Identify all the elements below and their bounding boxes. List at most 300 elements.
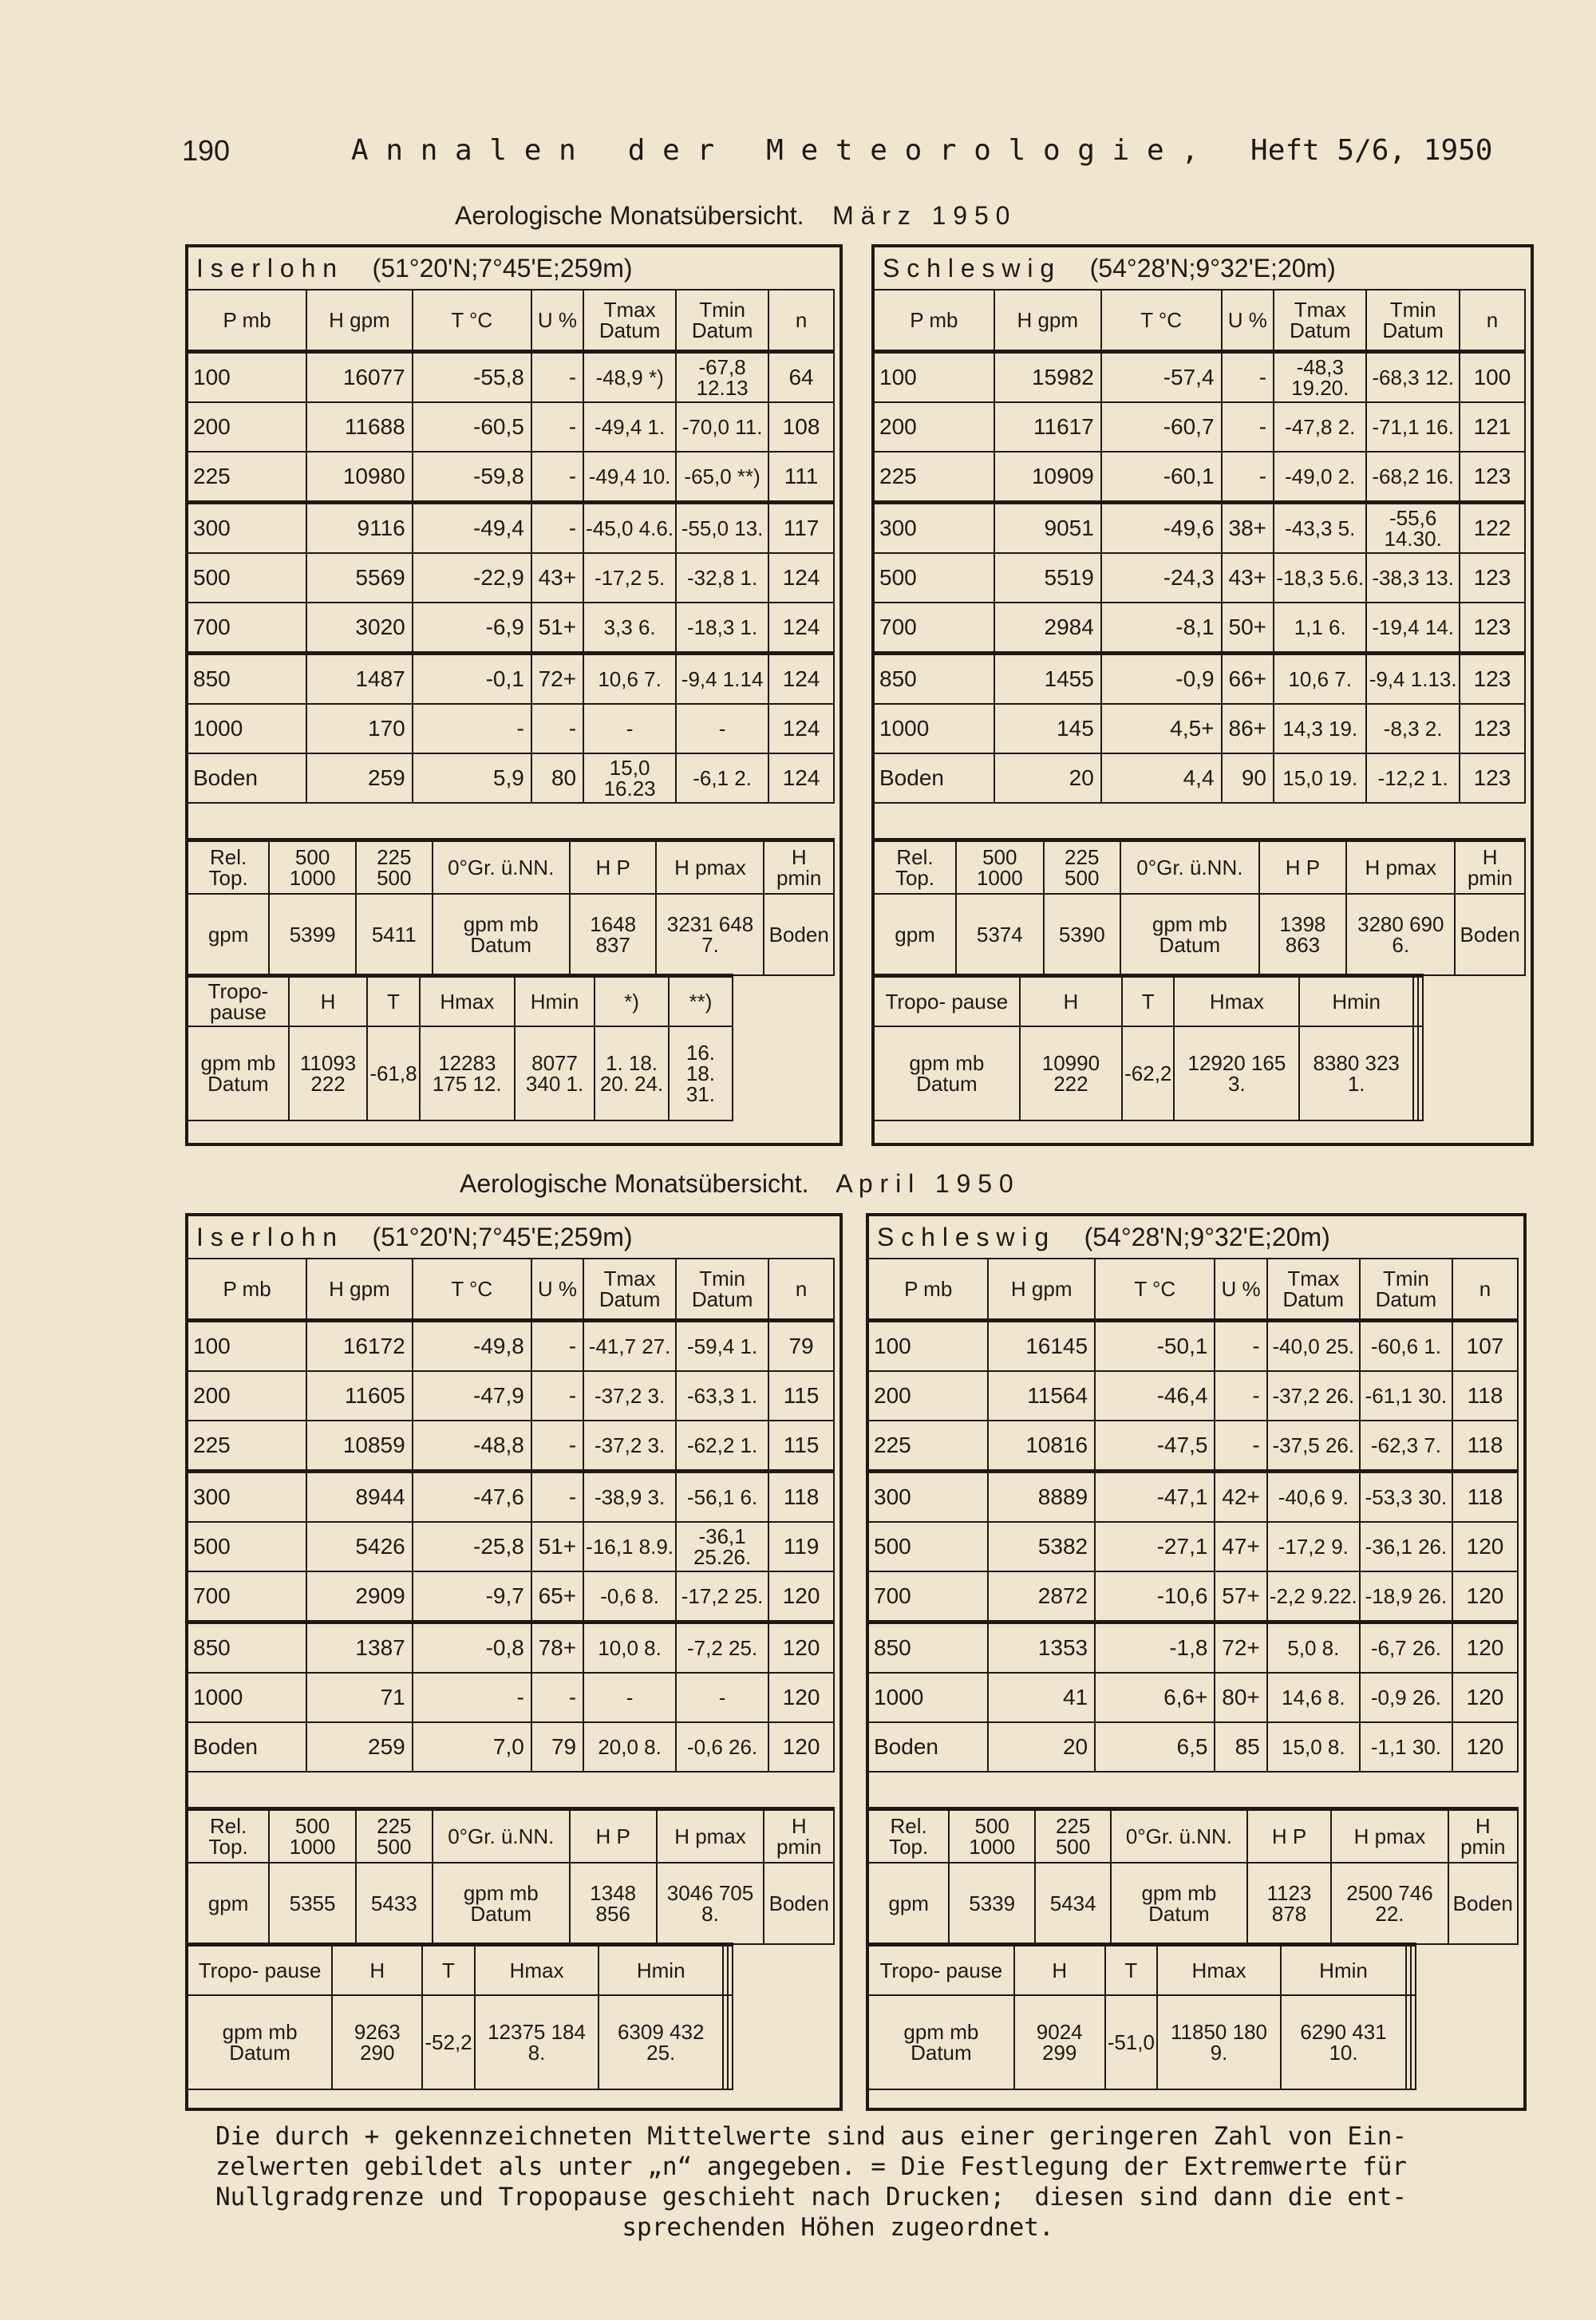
table-cell: -2,2 9.22. xyxy=(1267,1571,1360,1622)
column-header: T °C xyxy=(413,1259,531,1321)
rel-header: 500 1000 xyxy=(956,840,1043,895)
table-cell: 850 xyxy=(874,654,994,705)
table-cell: - xyxy=(676,704,768,753)
table-cell: 38+ xyxy=(1222,503,1274,554)
table-cell: -0,9 xyxy=(1101,654,1222,705)
trop-cell: gpm mb Datum xyxy=(868,1995,1014,2089)
trop-cell: -62,2 xyxy=(1122,1026,1174,1120)
table-cell: - xyxy=(676,1673,768,1722)
table-cell: 65+ xyxy=(531,1571,583,1622)
table-cell: 123 xyxy=(1460,553,1525,603)
table-cell: 2872 xyxy=(988,1571,1095,1622)
table-cell: 10909 xyxy=(994,452,1101,503)
table-cell: -0,1 xyxy=(413,654,531,705)
table-cell: -55,0 13. xyxy=(676,503,768,554)
column-header: n xyxy=(768,290,834,352)
table-cell: - xyxy=(413,1673,531,1722)
table-cell: -49,6 xyxy=(1101,503,1222,554)
table-cell: 225 xyxy=(874,452,994,503)
table-cell: 5426 xyxy=(306,1522,413,1571)
table-cell: 124 xyxy=(768,654,834,705)
table-cell: - xyxy=(583,704,676,753)
rel-cell: 5433 xyxy=(356,1863,433,1944)
rel-cell: gpm mb Datum xyxy=(1120,894,1259,975)
rel-header: H pmin xyxy=(764,840,834,895)
table-cell: 16172 xyxy=(306,1321,413,1372)
table-cell: -49,8 xyxy=(413,1321,531,1372)
table-cell: -36,1 26. xyxy=(1360,1522,1452,1571)
table-cell: 120 xyxy=(768,1622,834,1674)
column-header: U % xyxy=(531,1259,583,1321)
table-cell: 120 xyxy=(768,1571,834,1622)
table-cell: -18,3 1. xyxy=(676,603,768,654)
column-header: n xyxy=(1460,290,1525,352)
rel-cell: gpm mb Datum xyxy=(433,1863,570,1944)
trop-cell: 12920 165 3. xyxy=(1174,1026,1299,1120)
table-cell: 500 xyxy=(188,1522,306,1571)
trop-header: *) xyxy=(595,976,669,1027)
table-cell: 1000 xyxy=(868,1673,988,1722)
table-cell: 225 xyxy=(188,452,306,503)
table-cell: 41 xyxy=(988,1673,1095,1722)
trop-header: T xyxy=(1105,1945,1157,1996)
table-cell: 72+ xyxy=(531,654,583,705)
table-cell: -55,6 14.30. xyxy=(1366,503,1459,554)
trop-header: H xyxy=(1014,1945,1105,1996)
table-cell: -0,9 26. xyxy=(1360,1673,1452,1722)
rel-cell: gpm xyxy=(868,1863,949,1944)
rel-header: Rel. Top. xyxy=(868,1809,949,1864)
table-cell: -49,4 10. xyxy=(583,452,676,503)
rel-cell: 3231 648 7. xyxy=(656,894,764,975)
table-cell: -9,4 1.13. xyxy=(1366,654,1459,705)
table-cell: 5382 xyxy=(988,1522,1095,1571)
table-cell: -18,9 26. xyxy=(1360,1571,1452,1622)
table-cell: 120 xyxy=(1452,1571,1518,1622)
table-cell: 1455 xyxy=(994,654,1101,705)
rel-cell: Boden xyxy=(764,894,834,975)
rel-cell: gpm xyxy=(188,894,269,975)
table-cell: -48,3 19.20. xyxy=(1274,352,1366,403)
trop-cell: gpm mb Datum xyxy=(188,1995,332,2089)
table-cell: 124 xyxy=(768,704,834,753)
table-cell: -0,6 8. xyxy=(583,1571,676,1622)
table-cell: 850 xyxy=(868,1622,988,1674)
table-cell: -36,1 25.26. xyxy=(676,1522,768,1571)
table-cell: 1387 xyxy=(306,1622,413,1674)
relative-topography-table xyxy=(867,1807,1519,1945)
table-cell: Boden xyxy=(874,753,994,803)
table-cell: 8944 xyxy=(306,1472,413,1523)
table-cell: - xyxy=(1222,352,1274,403)
table-cell: 1,1 6. xyxy=(1274,603,1366,654)
table-cell: -6,1 2. xyxy=(676,753,768,803)
table-cell: 225 xyxy=(188,1421,306,1472)
table-cell: -46,4 xyxy=(1095,1371,1215,1421)
table-cell: - xyxy=(531,402,583,452)
rel-cell: 1398 863 xyxy=(1259,894,1346,975)
table-cell: -22,9 xyxy=(413,553,531,603)
column-header: P mb xyxy=(188,1259,306,1321)
table-cell: 15,0 8. xyxy=(1267,1722,1360,1772)
table-cell: -40,6 9. xyxy=(1267,1472,1360,1523)
table-cell: -38,3 13. xyxy=(1366,553,1459,603)
table-cell: 15,0 19. xyxy=(1274,753,1366,803)
table-cell: 72+ xyxy=(1215,1622,1266,1674)
table-cell: 42+ xyxy=(1215,1472,1266,1523)
trop-header: H xyxy=(1020,976,1122,1027)
table-cell: -50,1 xyxy=(1095,1321,1215,1372)
running-header: A n n a l e n d e r M e t e o r o l o g i e , Heft 5/6, 1950 xyxy=(351,134,1493,167)
table-cell: 700 xyxy=(188,1571,306,1622)
column-header: Tmin Datum xyxy=(1360,1259,1452,1321)
table-cell: -6,7 26. xyxy=(1360,1622,1452,1674)
rel-header: Rel. Top. xyxy=(188,1809,269,1864)
column-header: Tmin Datum xyxy=(676,290,768,352)
trop-header: Tropo- pause xyxy=(874,976,1020,1027)
trop-cell: gpm mb Datum xyxy=(874,1026,1020,1120)
table-cell: -70,0 11. xyxy=(676,402,768,452)
column-header: P mb xyxy=(868,1259,988,1321)
trop-header: Hmax xyxy=(475,1945,599,1996)
table-cell: -65,0 **) xyxy=(676,452,768,503)
table-cell: 5,0 8. xyxy=(1267,1622,1360,1674)
table-cell: - xyxy=(531,1421,583,1472)
rel-cell: 5411 xyxy=(356,894,433,975)
table-cell: -37,5 26. xyxy=(1267,1421,1360,1472)
table-cell: 300 xyxy=(874,503,994,554)
table-cell: 200 xyxy=(188,402,306,452)
rel-header: 225 500 xyxy=(356,840,433,895)
rel-cell: 3280 690 6. xyxy=(1346,894,1455,975)
table-cell: 6,5 xyxy=(1095,1722,1215,1772)
trop-header: Tropo- pause xyxy=(188,1945,332,1996)
tropopause-table xyxy=(867,1943,1416,2090)
table-cell: 100 xyxy=(874,352,994,403)
table-cell: 1353 xyxy=(988,1622,1095,1674)
table-cell: 145 xyxy=(994,704,1101,753)
table-cell: -17,2 5. xyxy=(583,553,676,603)
table-cell: 118 xyxy=(1452,1421,1518,1472)
table-cell: 8889 xyxy=(988,1472,1095,1523)
table-cell: - xyxy=(413,704,531,753)
table-cell: -48,9 *) xyxy=(583,352,676,403)
table-cell: 4,5+ xyxy=(1101,704,1222,753)
table-cell: 85 xyxy=(1215,1722,1266,1772)
trop-cell: -61,8 xyxy=(367,1026,419,1120)
table-cell: 14,6 8. xyxy=(1267,1673,1360,1722)
rel-header: 225 500 xyxy=(356,1809,433,1864)
table-cell: 80+ xyxy=(1215,1673,1266,1722)
table-cell: 20,0 8. xyxy=(583,1722,676,1772)
table-cell: 121 xyxy=(1460,402,1525,452)
table-cell: 300 xyxy=(188,1472,306,1523)
table-cell: 118 xyxy=(1452,1371,1518,1421)
trop-cell: gpm mb Datum xyxy=(188,1026,289,1120)
rel-header: 0°Gr. ü.NN. xyxy=(1111,1809,1246,1864)
table-cell: 86+ xyxy=(1222,704,1274,753)
table-cell: 2984 xyxy=(994,603,1101,654)
table-cell: -62,3 7. xyxy=(1360,1421,1452,1472)
table-cell: - xyxy=(1215,1321,1266,1372)
rel-cell: 1348 856 xyxy=(570,1863,657,1944)
table-cell: 700 xyxy=(868,1571,988,1622)
trop-cell xyxy=(1418,1026,1423,1120)
table-cell: 9051 xyxy=(994,503,1101,554)
table-cell: 3,3 6. xyxy=(583,603,676,654)
panel-april-schleswig xyxy=(866,1213,1527,2111)
rel-header: 500 1000 xyxy=(269,840,356,895)
table-cell: -45,0 4.6. xyxy=(583,503,676,554)
rel-cell: 5339 xyxy=(949,1863,1035,1944)
rel-header: Rel. Top. xyxy=(188,840,269,895)
trop-cell: 11850 180 9. xyxy=(1157,1995,1281,2089)
table-cell: -57,4 xyxy=(1101,352,1222,403)
table-cell: 123 xyxy=(1460,452,1525,503)
table-cell: -60,5 xyxy=(413,402,531,452)
table-cell: -27,1 xyxy=(1095,1522,1215,1571)
table-cell: 122 xyxy=(1460,503,1525,554)
column-header: Tmax Datum xyxy=(583,290,676,352)
section-heading-april: Aerologische Monatsübersicht. A p r i l 1 9 5 0 xyxy=(460,1169,1013,1198)
rel-header: H P xyxy=(1259,840,1346,895)
rel-header: 0°Gr. ü.NN. xyxy=(1120,840,1259,895)
table-cell: -6,9 xyxy=(413,603,531,654)
tropopause-table xyxy=(873,974,1424,1121)
station-title: I s e r l o h n (51°20'N;7°45'E;259m) xyxy=(196,1223,633,1251)
table-cell: - xyxy=(531,1321,583,1372)
table-cell: 10,6 7. xyxy=(583,654,676,705)
column-header: T °C xyxy=(413,290,531,352)
table-cell: 124 xyxy=(768,553,834,603)
table-cell: -43,3 5. xyxy=(1274,503,1366,554)
trop-header: **) xyxy=(669,976,733,1027)
table-cell: 11688 xyxy=(306,402,413,452)
trop-header: H xyxy=(289,976,368,1027)
data-table xyxy=(873,289,1526,804)
table-cell: -49,4 xyxy=(413,503,531,554)
table-cell: 5,9 xyxy=(413,753,531,803)
rel-header: H pmin xyxy=(1455,840,1525,895)
trop-header: H xyxy=(332,1945,422,1996)
table-cell: 2909 xyxy=(306,1571,413,1622)
table-cell: 4,4 xyxy=(1101,753,1222,803)
table-cell: -8,3 2. xyxy=(1366,704,1459,753)
table-cell: 15982 xyxy=(994,352,1101,403)
data-table xyxy=(867,1258,1519,1773)
table-cell: -10,6 xyxy=(1095,1571,1215,1622)
rel-header: 0°Gr. ü.NN. xyxy=(433,840,570,895)
rel-cell: gpm mb Datum xyxy=(1111,1863,1246,1944)
rel-header: H P xyxy=(570,1809,657,1864)
rel-header: H pmin xyxy=(764,1809,834,1864)
trop-header: T xyxy=(422,1945,474,1996)
trop-header: Hmin xyxy=(598,1945,723,1996)
table-cell: 124 xyxy=(768,603,834,654)
table-cell: 78+ xyxy=(531,1622,583,1674)
trop-cell: 16. 18. 31. xyxy=(669,1026,733,1120)
trop-header: T xyxy=(367,976,419,1027)
table-cell: -9,4 1.14 xyxy=(676,654,768,705)
table-cell: -53,3 30. xyxy=(1360,1472,1452,1523)
table-cell: - xyxy=(1215,1421,1266,1472)
trop-cell: 6290 431 10. xyxy=(1281,1995,1406,2089)
rel-cell: 3046 705 8. xyxy=(657,1863,764,1944)
rel-cell: Boden xyxy=(1455,894,1525,975)
trop-cell: 12283 175 12. xyxy=(420,1026,515,1120)
table-cell: -59,4 1. xyxy=(676,1321,768,1372)
table-cell: -49,4 1. xyxy=(583,402,676,452)
table-cell: 100 xyxy=(188,1321,306,1372)
rel-header: Rel. Top. xyxy=(874,840,956,895)
table-cell: 118 xyxy=(1452,1472,1518,1523)
table-cell: 850 xyxy=(188,654,306,705)
table-cell: -71,1 16. xyxy=(1366,402,1459,452)
column-header: Tmin Datum xyxy=(676,1259,768,1321)
table-cell: 9116 xyxy=(306,503,413,554)
column-header: Tmax Datum xyxy=(1267,1259,1360,1321)
table-cell: 124 xyxy=(768,753,834,803)
table-cell: -38,9 3. xyxy=(583,1472,676,1523)
rel-cell: 5374 xyxy=(956,894,1043,975)
table-cell: 115 xyxy=(768,1371,834,1421)
column-header: n xyxy=(768,1259,834,1321)
rel-header: H P xyxy=(570,840,657,895)
table-cell: 71 xyxy=(306,1673,413,1722)
table-cell: 200 xyxy=(874,402,994,452)
trop-cell: -52,2 xyxy=(422,1995,474,2089)
table-cell: -60,6 1. xyxy=(1360,1321,1452,1372)
table-cell: 120 xyxy=(1452,1522,1518,1571)
table-cell: 200 xyxy=(868,1371,988,1421)
table-cell: -7,2 25. xyxy=(676,1622,768,1674)
table-cell: 120 xyxy=(1452,1622,1518,1674)
table-cell: 123 xyxy=(1460,704,1525,753)
table-cell: - xyxy=(531,1673,583,1722)
table-cell: -25,8 xyxy=(413,1522,531,1571)
column-header: H gpm xyxy=(994,290,1101,352)
table-cell: 5519 xyxy=(994,553,1101,603)
table-cell: 11564 xyxy=(988,1371,1095,1421)
table-cell: 120 xyxy=(1452,1722,1518,1772)
trop-cell: 9263 290 xyxy=(332,1995,422,2089)
column-header: U % xyxy=(1222,290,1274,352)
table-cell: 120 xyxy=(768,1722,834,1772)
trop-header: Hmin xyxy=(1299,976,1413,1027)
station-title: S c h l e s w i g (54°28'N;9°32'E;20m) xyxy=(877,1223,1330,1251)
table-cell: -19,4 14. xyxy=(1366,603,1459,654)
table-cell: 79 xyxy=(768,1321,834,1372)
rel-header: H pmax xyxy=(1346,840,1455,895)
column-header: U % xyxy=(1215,1259,1266,1321)
tropopause-table xyxy=(187,1943,733,2090)
table-cell: -60,7 xyxy=(1101,402,1222,452)
table-cell: 100 xyxy=(1460,352,1525,403)
table-cell: 10980 xyxy=(306,452,413,503)
table-cell: 64 xyxy=(768,352,834,403)
table-cell: -24,3 xyxy=(1101,553,1222,603)
table-cell: 500 xyxy=(188,553,306,603)
table-cell: -68,3 12. xyxy=(1366,352,1459,403)
column-header: Tmax Datum xyxy=(583,1259,676,1321)
table-cell: 10859 xyxy=(306,1421,413,1472)
column-header: H gpm xyxy=(306,290,413,352)
table-cell: 200 xyxy=(188,1371,306,1421)
table-cell: 119 xyxy=(768,1522,834,1571)
table-cell: 120 xyxy=(1452,1673,1518,1722)
table-cell: -59,8 xyxy=(413,452,531,503)
table-cell: 120 xyxy=(768,1673,834,1722)
table-cell: -37,2 3. xyxy=(583,1371,676,1421)
table-cell: -63,3 1. xyxy=(676,1371,768,1421)
table-cell: -37,2 26. xyxy=(1267,1371,1360,1421)
rel-cell: Boden xyxy=(1448,1863,1518,1944)
table-cell: -1,1 30. xyxy=(1360,1722,1452,1772)
trop-cell: 10990 222 xyxy=(1020,1026,1122,1120)
table-cell: -47,1 xyxy=(1095,1472,1215,1523)
table-cell: 7,0 xyxy=(413,1722,531,1772)
table-cell: -60,1 xyxy=(1101,452,1222,503)
table-cell: 107 xyxy=(1452,1321,1518,1372)
table-cell: -67,8 12.13 xyxy=(676,352,768,403)
table-cell: 1000 xyxy=(188,704,306,753)
column-header: H gpm xyxy=(988,1259,1095,1321)
rel-header: 225 500 xyxy=(1044,840,1120,895)
table-cell: -17,2 9. xyxy=(1267,1522,1360,1571)
rel-header: 500 1000 xyxy=(269,1809,356,1864)
trop-cell: -51,0 xyxy=(1105,1995,1157,2089)
tropopause-table xyxy=(187,974,733,1121)
table-cell: -55,8 xyxy=(413,352,531,403)
footnote-line: sprechenden Höhen zugeordnet. xyxy=(622,2213,1054,2242)
table-cell: -47,8 2. xyxy=(1274,402,1366,452)
table-cell: 79 xyxy=(531,1722,583,1772)
table-cell: 47+ xyxy=(1215,1522,1266,1571)
rel-header: H P xyxy=(1247,1809,1332,1864)
table-cell: - xyxy=(531,1371,583,1421)
table-cell: 300 xyxy=(188,503,306,554)
rel-header: H pmin xyxy=(1448,1809,1518,1864)
table-cell: -62,2 1. xyxy=(676,1421,768,1472)
column-header: U % xyxy=(531,290,583,352)
table-cell: 259 xyxy=(306,753,413,803)
table-cell: -49,0 2. xyxy=(1274,452,1366,503)
table-cell: -37,2 3. xyxy=(583,1421,676,1472)
footnote xyxy=(215,2121,1460,2243)
trop-header xyxy=(1411,1945,1416,1996)
trop-cell xyxy=(1411,1995,1416,2089)
table-cell: 1000 xyxy=(188,1673,306,1722)
table-cell: 108 xyxy=(768,402,834,452)
table-cell: -41,7 27. xyxy=(583,1321,676,1372)
rel-cell: 5390 xyxy=(1044,894,1120,975)
table-cell: 16077 xyxy=(306,352,413,403)
column-header: T °C xyxy=(1101,290,1222,352)
column-header: P mb xyxy=(188,290,306,352)
table-cell: - xyxy=(1222,452,1274,503)
panel-march-iserlohn xyxy=(185,244,843,1146)
relative-topography-table xyxy=(873,838,1526,976)
table-cell: 16145 xyxy=(988,1321,1095,1372)
trop-cell xyxy=(728,1995,733,2089)
table-cell: 14,3 19. xyxy=(1274,704,1366,753)
rel-cell: 1123 878 xyxy=(1247,1863,1332,1944)
table-cell: 118 xyxy=(768,1472,834,1523)
rel-cell: gpm mb Datum xyxy=(433,894,570,975)
column-header: H gpm xyxy=(306,1259,413,1321)
table-cell: - xyxy=(531,452,583,503)
table-cell: -8,1 xyxy=(1101,603,1222,654)
